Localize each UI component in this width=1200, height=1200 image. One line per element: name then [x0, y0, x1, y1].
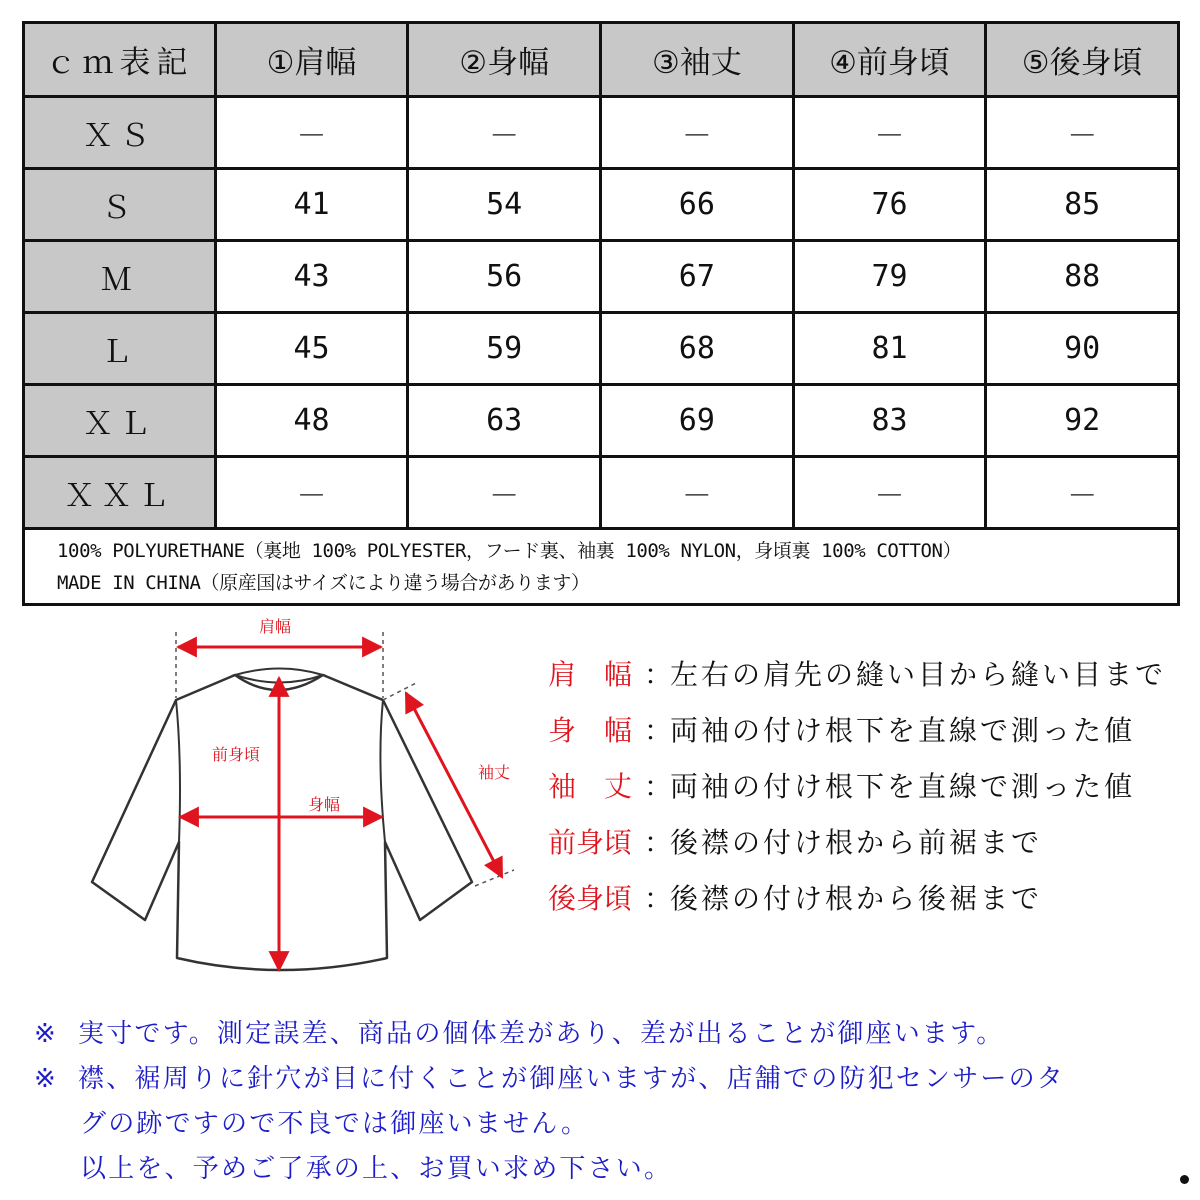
label-sleeve: 袖丈	[478, 763, 511, 782]
legend-item	[548, 757, 1166, 813]
origin-line: MADE IN CHINA（原産国はサイズにより違う場合があります）	[57, 572, 590, 594]
size-label: Ｓ	[25, 170, 217, 239]
legend-separator: ：	[644, 882, 673, 915]
table-cell: 90	[1064, 331, 1101, 366]
legend-term: 後身頃	[548, 882, 633, 915]
table-row	[25, 458, 1177, 530]
table-cell: 54	[409, 170, 602, 239]
legend-term: 前身頃	[548, 826, 633, 859]
table-row	[25, 170, 1177, 242]
legend-term: 身 幅	[548, 714, 633, 747]
corner-dot	[1180, 1175, 1189, 1184]
header-unit: ｃｍ表記	[25, 24, 217, 95]
table-cell: －	[1067, 118, 1098, 154]
size-label: ＸＬ	[25, 386, 217, 455]
table-cell: －	[409, 458, 602, 527]
table-cell: 68	[602, 314, 795, 383]
table-cell: 45	[217, 314, 410, 383]
table-cell: 66	[602, 170, 795, 239]
sleeve-seam-left	[176, 700, 180, 842]
table-cell: 88	[1064, 259, 1101, 294]
legend-description: 後襟の付け根から前裾まで	[670, 826, 1043, 859]
legend-description: 後襟の付け根から後裾まで	[670, 882, 1043, 915]
legend-item	[548, 645, 1166, 701]
size-label: ＸＸＬ	[25, 458, 217, 527]
table-cell: 43	[217, 242, 410, 311]
note-mark: ※	[34, 1019, 58, 1049]
legend-description: 両袖の付け根下を直線で測った値	[670, 714, 1136, 747]
material-info	[25, 530, 1177, 603]
note-line	[34, 1057, 1065, 1102]
sleeve-seam-right	[380, 700, 385, 842]
legend-item	[548, 813, 1166, 869]
legend-separator: ：	[644, 658, 673, 691]
garment-diagram	[40, 610, 560, 1010]
table-cell: 56	[409, 242, 602, 311]
sleeve-guide-top	[383, 682, 418, 700]
table-row	[25, 242, 1177, 314]
table-cell: 83	[795, 386, 988, 455]
legend-description: 左右の肩先の縫い目から縫い目まで	[670, 658, 1167, 691]
table-cell: －	[795, 98, 988, 167]
table-cell: 41	[217, 170, 410, 239]
table-cell: 79	[795, 242, 988, 311]
table-cell: 76	[795, 170, 988, 239]
table-cell: －	[602, 458, 795, 527]
label-body-width: 身幅	[308, 795, 341, 814]
legend-description: 両袖の付け根下を直線で測った値	[670, 770, 1136, 803]
note-text: 襟、裾周りに針穴が目に付くことが御座いますが、店舗での防犯センサーのタ	[78, 1064, 1066, 1094]
table-cell: －	[217, 458, 410, 527]
notes	[34, 1012, 1065, 1192]
legend-separator: ：	[644, 826, 673, 859]
header-body-width: ②身幅	[409, 24, 602, 95]
size-table	[22, 21, 1180, 606]
legend-separator: ：	[644, 714, 673, 747]
header-back-length: ⑤後身頃	[987, 24, 1177, 95]
header-front-length: ④前身頃	[795, 24, 988, 95]
shirt-body-outline	[92, 675, 472, 970]
table-cell: 81	[795, 314, 988, 383]
note-line: 以上を、予めご了承の上、お買い求め下さい。	[80, 1154, 673, 1184]
table-cell: 69	[602, 386, 795, 455]
label-front-length: 前身頃	[212, 745, 261, 764]
legend-term: 袖 丈	[548, 770, 633, 803]
table-cell: 59	[409, 314, 602, 383]
table-cell: －	[409, 98, 602, 167]
legend-item	[548, 869, 1166, 925]
table-cell: 67	[602, 242, 795, 311]
size-label: Ｍ	[25, 242, 217, 311]
material-line: 100% POLYURETHANE（裏地 100% POLYESTER，フード裏、袖裏 100% NYLON，身頃裏 100% COTTON）	[57, 540, 962, 562]
sleeve-arrow	[406, 693, 502, 877]
label-shoulder: 肩幅	[259, 617, 292, 636]
legend-separator: ：	[644, 770, 673, 803]
header-shoulder: ①肩幅	[217, 24, 410, 95]
size-label: ＸＳ	[25, 98, 217, 167]
measurement-legend	[548, 645, 1166, 925]
size-label: Ｌ	[25, 314, 217, 383]
table-row	[25, 314, 1177, 386]
legend-item	[548, 701, 1166, 757]
table-cell: 48	[217, 386, 410, 455]
note-line	[34, 1012, 1065, 1057]
table-header-row	[25, 24, 1177, 98]
legend-term: 肩 幅	[548, 658, 633, 691]
note-line: グの跡ですので不良では御座いません。	[80, 1109, 590, 1139]
table-cell: －	[602, 98, 795, 167]
note-text: 実寸です。測定誤差、商品の個体差があり、差が出ることが御座います。	[78, 1019, 1005, 1049]
sleeve-guide-bottom	[475, 870, 514, 886]
table-row	[25, 386, 1177, 458]
table-row	[25, 98, 1177, 170]
table-cell: 85	[1064, 187, 1101, 222]
table-cell: －	[217, 98, 410, 167]
table-cell: －	[795, 458, 988, 527]
table-cell: 92	[1064, 403, 1101, 438]
shirt-outline-illustration	[40, 610, 560, 1010]
table-cell: 63	[409, 386, 602, 455]
table-cell: －	[1067, 478, 1098, 514]
header-sleeve: ③袖丈	[602, 24, 795, 95]
note-mark: ※	[34, 1064, 58, 1094]
